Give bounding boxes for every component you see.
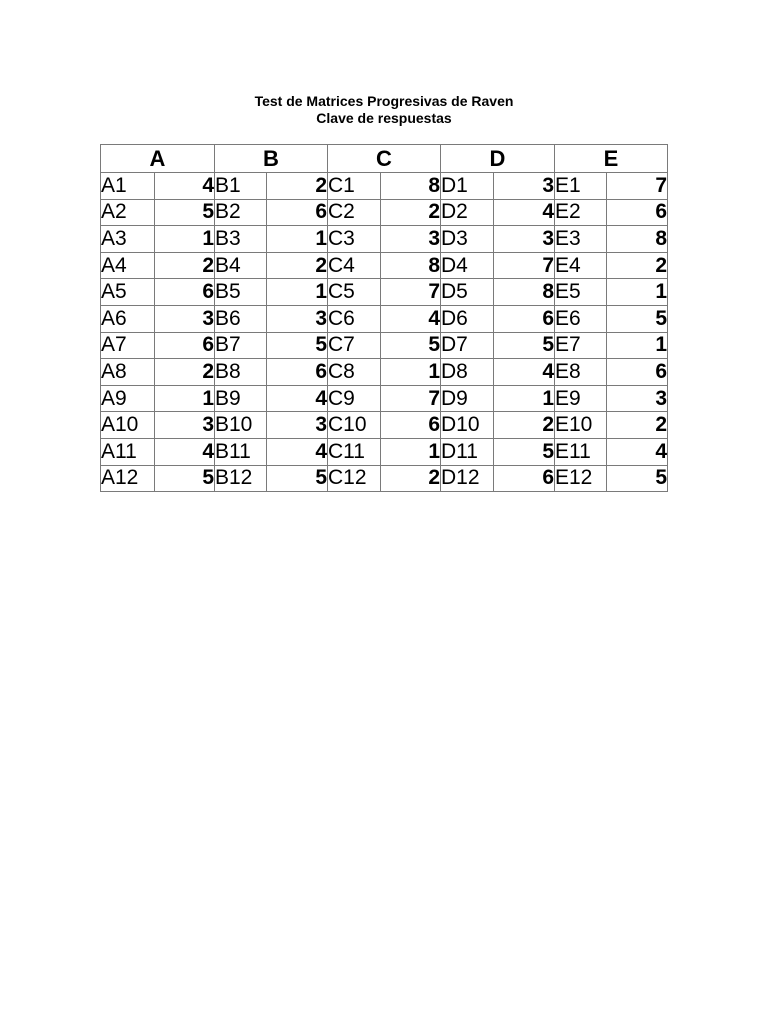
item-label: D4 [441,252,494,279]
item-label: E12 [555,465,607,492]
item-label: C11 [328,438,381,465]
item-answer: 6 [494,305,555,332]
item-label: C4 [328,252,381,279]
item-answer: 4 [381,305,441,332]
item-answer: 6 [494,465,555,492]
table-row [101,199,668,226]
item-answer: 6 [607,199,668,226]
item-label: A11 [101,438,155,465]
item-label: D9 [441,385,494,412]
item-label: E10 [555,412,607,439]
item-label: A9 [101,385,155,412]
item-label: C1 [328,173,381,200]
table-row [101,359,668,386]
item-answer: 5 [155,199,215,226]
item-label: D10 [441,412,494,439]
series-header-c: C [328,145,441,173]
item-answer: 4 [494,359,555,386]
series-header-d: D [441,145,555,173]
item-answer: 5 [267,465,328,492]
item-label: B1 [215,173,267,200]
item-label: A5 [101,279,155,306]
item-answer: 5 [155,465,215,492]
item-label: B12 [215,465,267,492]
item-answer: 4 [155,173,215,200]
item-label: C9 [328,385,381,412]
item-answer: 4 [267,438,328,465]
table-row [101,226,668,253]
item-answer: 3 [267,305,328,332]
item-answer: 5 [607,305,668,332]
item-label: C12 [328,465,381,492]
item-answer: 4 [267,385,328,412]
series-header-b: B [215,145,328,173]
series-header-e: E [555,145,668,173]
item-label: A12 [101,465,155,492]
document-title: Test de Matrices Progresivas de Raven [254,93,514,109]
item-label: E7 [555,332,607,359]
item-answer: 1 [381,359,441,386]
item-answer: 5 [607,465,668,492]
item-label: D2 [441,199,494,226]
item-answer: 1 [267,226,328,253]
item-label: C7 [328,332,381,359]
series-header-a: A [101,145,215,173]
item-label: B5 [215,279,267,306]
item-answer: 4 [607,438,668,465]
item-answer: 2 [155,252,215,279]
item-label: B2 [215,199,267,226]
series-header-row [101,145,668,173]
item-label: A8 [101,359,155,386]
item-answer: 2 [607,412,668,439]
item-answer: 4 [494,199,555,226]
table-row [101,412,668,439]
item-label: E3 [555,226,607,253]
item-label: E2 [555,199,607,226]
item-answer: 6 [267,359,328,386]
item-answer: 2 [381,199,441,226]
item-answer: 6 [155,332,215,359]
item-answer: 3 [267,412,328,439]
item-answer: 1 [494,385,555,412]
item-label: A4 [101,252,155,279]
item-answer: 5 [494,332,555,359]
item-answer: 3 [381,226,441,253]
table-row [101,332,668,359]
table-row [101,385,668,412]
item-answer: 6 [267,199,328,226]
table-row [101,305,668,332]
answer-key-table [100,144,668,492]
item-label: D7 [441,332,494,359]
item-answer: 5 [381,332,441,359]
item-label: A7 [101,332,155,359]
item-label: C6 [328,305,381,332]
item-label: C3 [328,226,381,253]
item-label: C5 [328,279,381,306]
item-label: E8 [555,359,607,386]
item-answer: 3 [494,226,555,253]
table-row [101,173,668,200]
item-answer: 2 [381,465,441,492]
item-answer: 1 [267,279,328,306]
item-answer: 1 [607,332,668,359]
item-label: D11 [441,438,494,465]
item-answer: 7 [381,279,441,306]
item-answer: 4 [155,438,215,465]
item-answer: 5 [267,332,328,359]
table-row [101,279,668,306]
item-label: D12 [441,465,494,492]
item-label: A6 [101,305,155,332]
item-answer: 3 [494,173,555,200]
item-answer: 7 [494,252,555,279]
item-answer: 1 [155,385,215,412]
item-answer: 8 [494,279,555,306]
item-label: E4 [555,252,607,279]
item-answer: 3 [155,305,215,332]
item-label: E1 [555,173,607,200]
item-answer: 2 [494,412,555,439]
item-answer: 1 [607,279,668,306]
item-answer: 6 [381,412,441,439]
item-label: B11 [215,438,267,465]
item-label: C2 [328,199,381,226]
item-answer: 6 [155,279,215,306]
item-answer: 1 [381,438,441,465]
item-label: A3 [101,226,155,253]
table-row [101,465,668,492]
item-label: B7 [215,332,267,359]
item-answer: 5 [494,438,555,465]
item-label: D5 [441,279,494,306]
item-label: B3 [215,226,267,253]
item-answer: 2 [267,252,328,279]
item-label: C10 [328,412,381,439]
table-row [101,252,668,279]
item-label: B9 [215,385,267,412]
item-label: E6 [555,305,607,332]
item-answer: 2 [607,252,668,279]
item-answer: 3 [155,412,215,439]
item-label: A10 [101,412,155,439]
item-answer: 8 [381,173,441,200]
item-answer: 7 [381,385,441,412]
item-label: A2 [101,199,155,226]
item-label: E5 [555,279,607,306]
item-label: B6 [215,305,267,332]
item-label: C8 [328,359,381,386]
item-answer: 7 [607,173,668,200]
item-label: D8 [441,359,494,386]
item-label: E9 [555,385,607,412]
item-answer: 2 [267,173,328,200]
item-answer: 3 [607,385,668,412]
item-answer: 2 [155,359,215,386]
item-label: D1 [441,173,494,200]
item-label: E11 [555,438,607,465]
document-subtitle: Clave de respuestas [316,110,452,126]
item-label: D6 [441,305,494,332]
item-answer: 8 [381,252,441,279]
item-label: B4 [215,252,267,279]
item-label: D3 [441,226,494,253]
item-answer: 6 [607,359,668,386]
item-answer: 8 [607,226,668,253]
item-answer: 1 [155,226,215,253]
item-label: B10 [215,412,267,439]
item-label: B8 [215,359,267,386]
item-label: A1 [101,173,155,200]
table-row [101,438,668,465]
